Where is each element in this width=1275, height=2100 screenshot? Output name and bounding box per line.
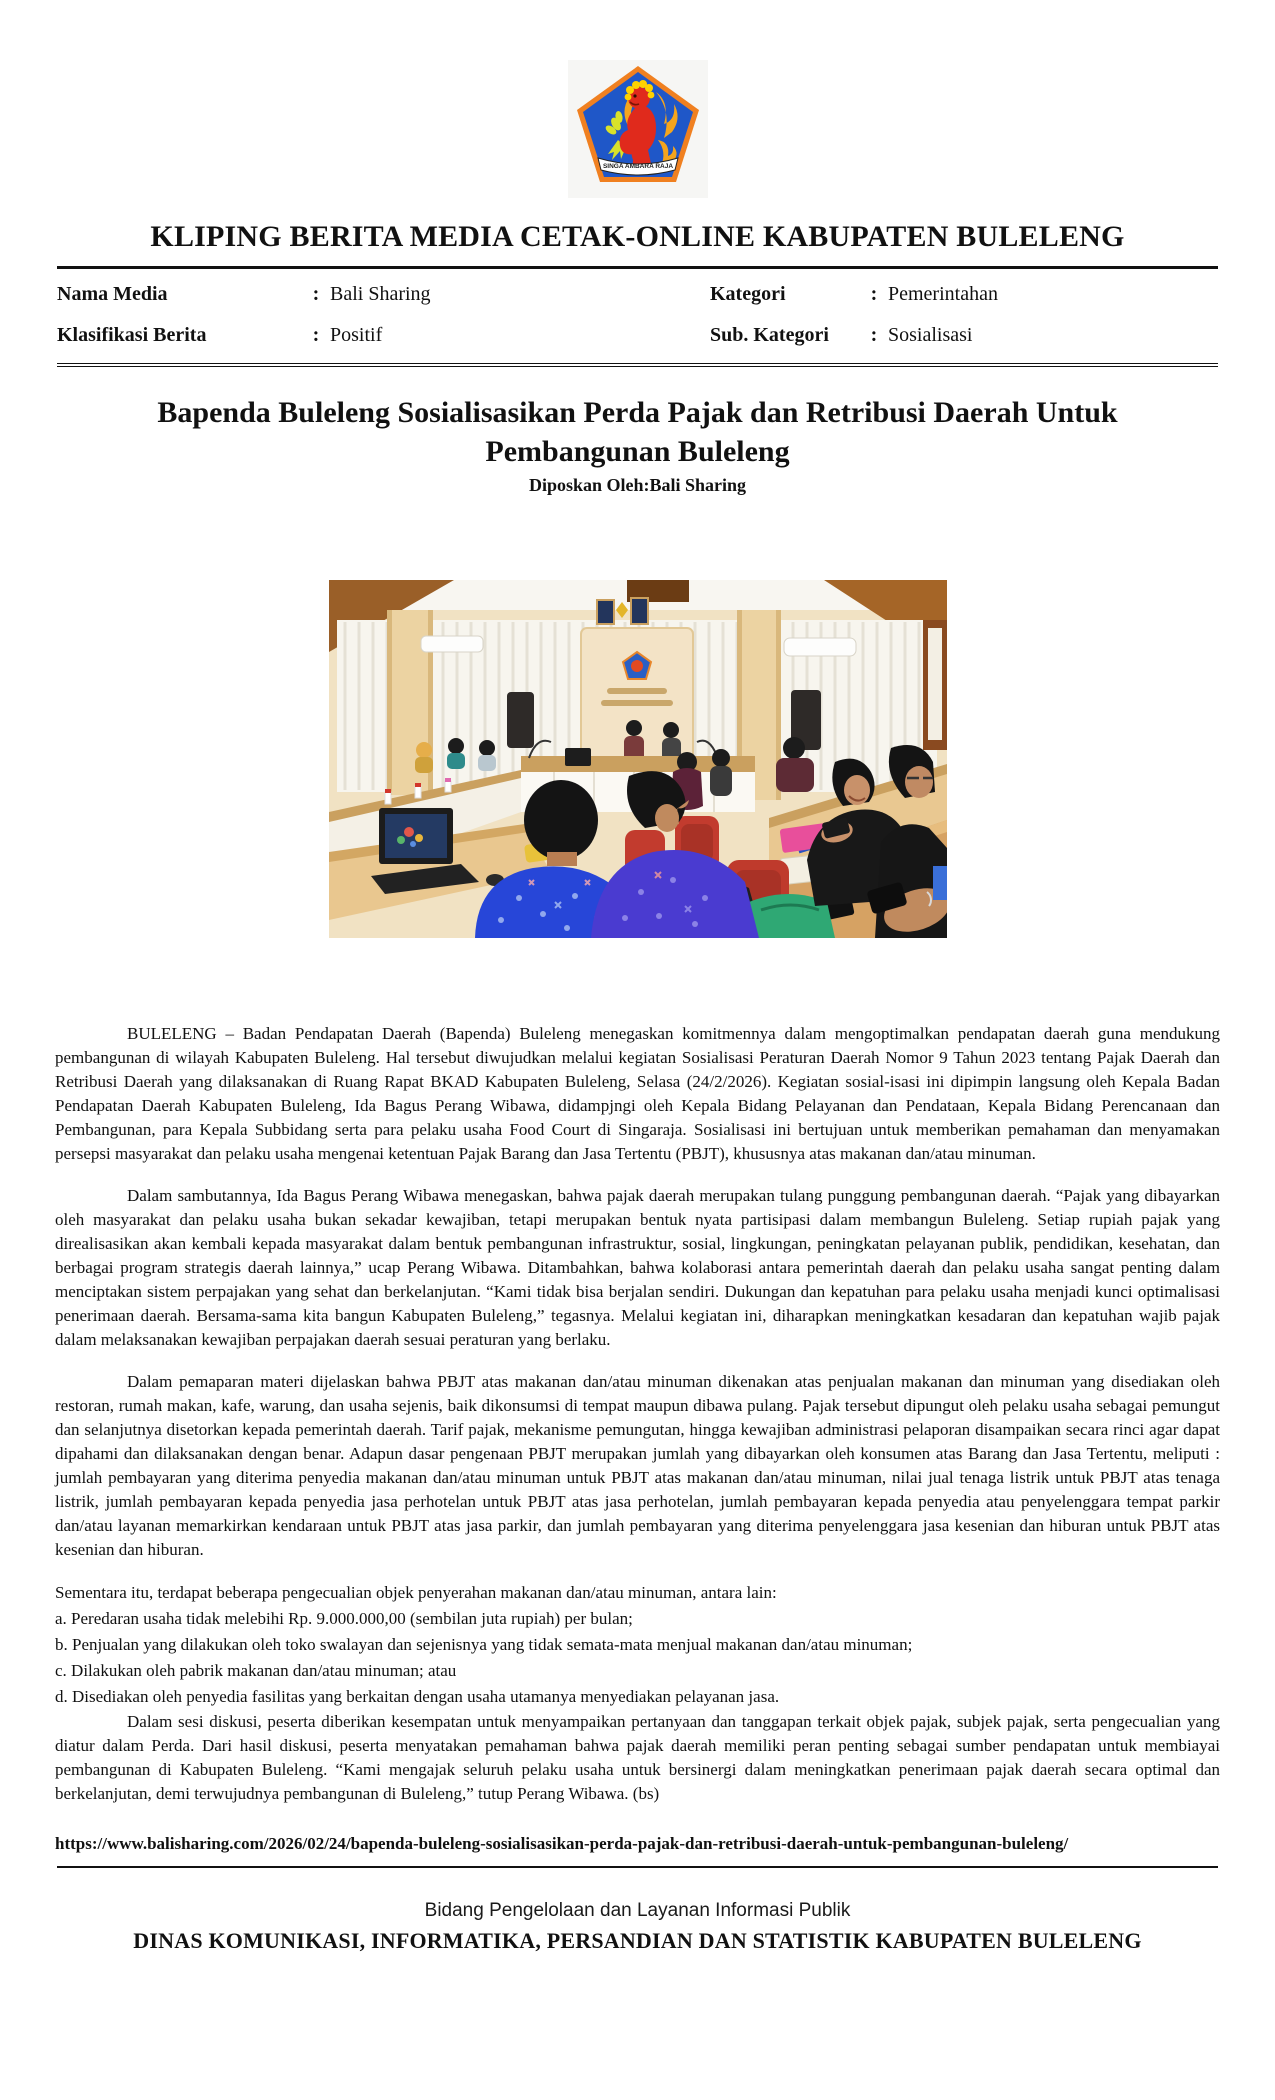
klasifikasi-label: Klasifikasi Berita [57,324,207,346]
kategori-value: Pemerintahan [888,283,998,305]
article-body [55,1022,1220,1856]
exceptions-list [55,1580,1220,1710]
kategori-label: Kategori [710,283,786,305]
header-divider [57,266,1218,269]
nama-media-colon: : [312,283,320,305]
exception-item-a: a. Peredaran usaha tidak melebihi Rp. 9.000.000,00 (sembilan juta rupiah) per bulan; [55,1609,633,1628]
exception-item-d: d. Disediakan oleh penyedia fasilitas yang berkaitan dengan usaha utamanya menyediakan pelayanan jasa. [55,1687,780,1706]
nama-media-label: Nama Media [57,283,168,305]
source-divider [57,1866,1218,1868]
logo-banner-text: SINGA AMBARA RAJA [602,163,673,170]
klasifikasi-colon: : [312,324,320,346]
article-photo [0,580,1275,938]
media-metadata-table [57,283,1218,347]
paragraph-3: Dalam pemaparan materi dijelaskan bahwa PBJT atas makanan dan/atau minuman dikenakan atas penjualan makanan dan minuman yang disediakan oleh restoran, rumah makan, kafe, warung, dan usaha sejenis, baik dikonsumsi di tempat maupun dibawa pulang. Pajak tersebut dipungut oleh pelaku usaha sebagai pemungut dan selanjutnya disetorkan kepada pemerintah daerah. Tarif pajak, mekanisme pemungutan, hingga kewajiban administrasi pelaporan disampaikan secara rinci agar dapat dipahami dan dilaksanakan dengan benar. Adapun dasar pengenaan PBJT merupakan jumlah yang dibayarkan oleh konsumen atas Barang dan Jasa Tertentu, meliputi : jumlah pembayaran yang diterima penyedia makanan dan/atau minuman untuk PBJT atas makanan dan/atau minuman, nilai jual tenaga listrik untuk PBJT atas tenaga listrik, jumlah pembayaran kepada penyedia jasa perhotelan untuk PBJT atas jasa perhotelan, jumlah pembayaran kepada penyedia atau penyelenggara tempat parkir dan/atau layanan memarkirkan kendaraan untuk PBJT atas jasa parkir, dan jumlah pembayaran yang diterima penyelenggara jasa kesenian dan hiburan untuk PBJT atas kesenian dan hiburan. [55,1372,1220,1559]
sub-kategori-label: Sub. Kategori [710,324,829,346]
metadata-divider [57,363,1218,367]
footer-agency-name: DINAS KOMUNIKASI, INFORMATIKA, PERSANDIAN DAN STATISTIK KABUPATEN BULELENG [133,1928,1142,1953]
buleleng-emblem-logo [568,60,708,198]
klasifikasi-value: Positif [330,324,383,346]
article-byline: Diposkan Oleh:Bali Sharing [528,475,747,495]
nama-media-value: Bali Sharing [330,283,431,305]
exception-item-b: b. Penjualan yang dilakukan oleh toko swalayan dan sejenisnya yang tidak semata-mata menjual makanan dan/atau minuman; [55,1635,913,1654]
sub-kategori-value: Sosialisasi [888,324,973,346]
paragraph-1: BULELENG – Badan Pendapatan Daerah (Bapenda) Buleleng menegaskan komitmennya dalam mengoptimalkan pendapatan daerah guna mendukung pembangunan di wilayah Kabupaten Buleleng. Hal tersebut diwujudkan melalui kegiatan Sosialisasi Peraturan Daerah Nomor 9 Tahun 2023 tentang Pajak Daerah dan Retribusi Daerah yang dilaksanakan di Ruang Rapat BKAD Kabupaten Buleleng, Selasa (24/2/2026). Kegiatan sosial-isasi ini dipimpin langsung oleh Kepala Badan Pendapatan Daerah Kabupaten Buleleng, Ida Bagus Perang Wibawa, didampjngi oleh Kepala Bidang Pelayanan dan Pendataan, Kepala Bidang Perencanaan dan Pembangunan, para Kepala Subbidang serta para pelaku usaha Food Court di Singaraja. Sosialisasi ini bertujuan untuk memberikan pemahaman dan menyamakan persepsi masyarakat dan pelaku usaha mengenai ketentuan Pajak Barang dan Jasa Tertentu (PBJT), khususnya atas makanan dan/atau minuman. [55,1024,1220,1163]
paragraph-2: Dalam sambutannya, Ida Bagus Perang Wibawa menegaskan, bahwa pajak daerah merupakan tulang punggung pembangunan daerah. “Pajak yang dibayarkan oleh masyarakat dan pelaku usaha bukan sekadar kewajiban, tetapi merupakan bentuk nyata partisipasi dalam membangun Buleleng. Setiap rupiah pajak yang direalisasikan akan kembali kepada masyarakat dalam bentuk pembangunan infrastruktur, sosial, lingkungan, peningkatan pelayanan publik, pendidikan, kesehatan, dan berbagai program strategis daerah lainnya,” ucap Perang Wibawa. Ditambahkan, bahwa kolaborasi antara pemerintah daerah dan pelaku usaha sangat penting dalam menciptakan sistem perpajakan yang sehat dan berkelanjutan. “Kami tidak bisa berjalan sendiri. Dukungan dan kepatuhan para pelaku usaha menjadi kunci optimalisasi penerimaan daerah. Bersama-sama kita bangun Kabupaten Buleleng,” tegasnya. Melalui kegiatan ini, diharapkan meningkatkan kesadaran dan kepatuhan wajib pajak dalam melaksanakan kewajiban perpajakan daerah sesuai peraturan yang berlaku. [55,1186,1220,1349]
article-title: Bapenda Buleleng Sosialisasikan Perda Pajak dan Retribusi Daerah Untuk Pembangunan Buleleng [157,396,1118,468]
sub-kategori-colon: : [870,324,878,346]
document-header [0,0,1275,254]
footer-unit-name: Bidang Pengelolaan dan Layanan Informasi Publik [424,1900,851,1921]
source-url-link[interactable]: https://www.balisharing.com/2026/02/24/bapenda-buleleng-sosialisasikan-perda-pajak-dan-retribusi-daerah-untuk-pembangunan-buleleng/ [55,1834,1069,1853]
closing-paragraph: Dalam sesi diskusi, peserta diberikan kesempatan untuk menyampaikan pertanyaan dan tanggapan terkait objek pajak, subjek pajak, serta pengecualian yang diatur dalam Perda. Dari hasil diskusi, peserta menyatakan pemahaman bahwa pajak daerah memiliki peran penting sebagai sumber pendapatan untuk membiayai pembangunan di Kabupaten Buleleng. “Kami mengajak seluruh pelaku usaha untuk bersinergi dalam meningkatkan penerimaan pajak daerah secara optimal dan berkelanjutan, demi terwujudnya pembangunan di Buleleng,” tutup Perang Wibawa. (bs) [55,1712,1220,1803]
buleleng-emblem-icon [572,62,704,192]
exception-item-c: c. Dilakukan oleh pabrik makanan dan/atau minuman; atau [55,1661,457,1680]
document-title: KLIPING BERITA MEDIA CETAK-ONLINE KABUPATEN BULELENG [150,220,1125,253]
exceptions-intro: Sementara itu, terdapat beberapa pengecualian objek penyerahan makanan dan/atau minuman, antara lain: [55,1583,777,1602]
meeting-room-photo-illustration [329,580,947,938]
document-footer [0,1900,1275,1954]
kategori-colon: : [870,283,878,305]
